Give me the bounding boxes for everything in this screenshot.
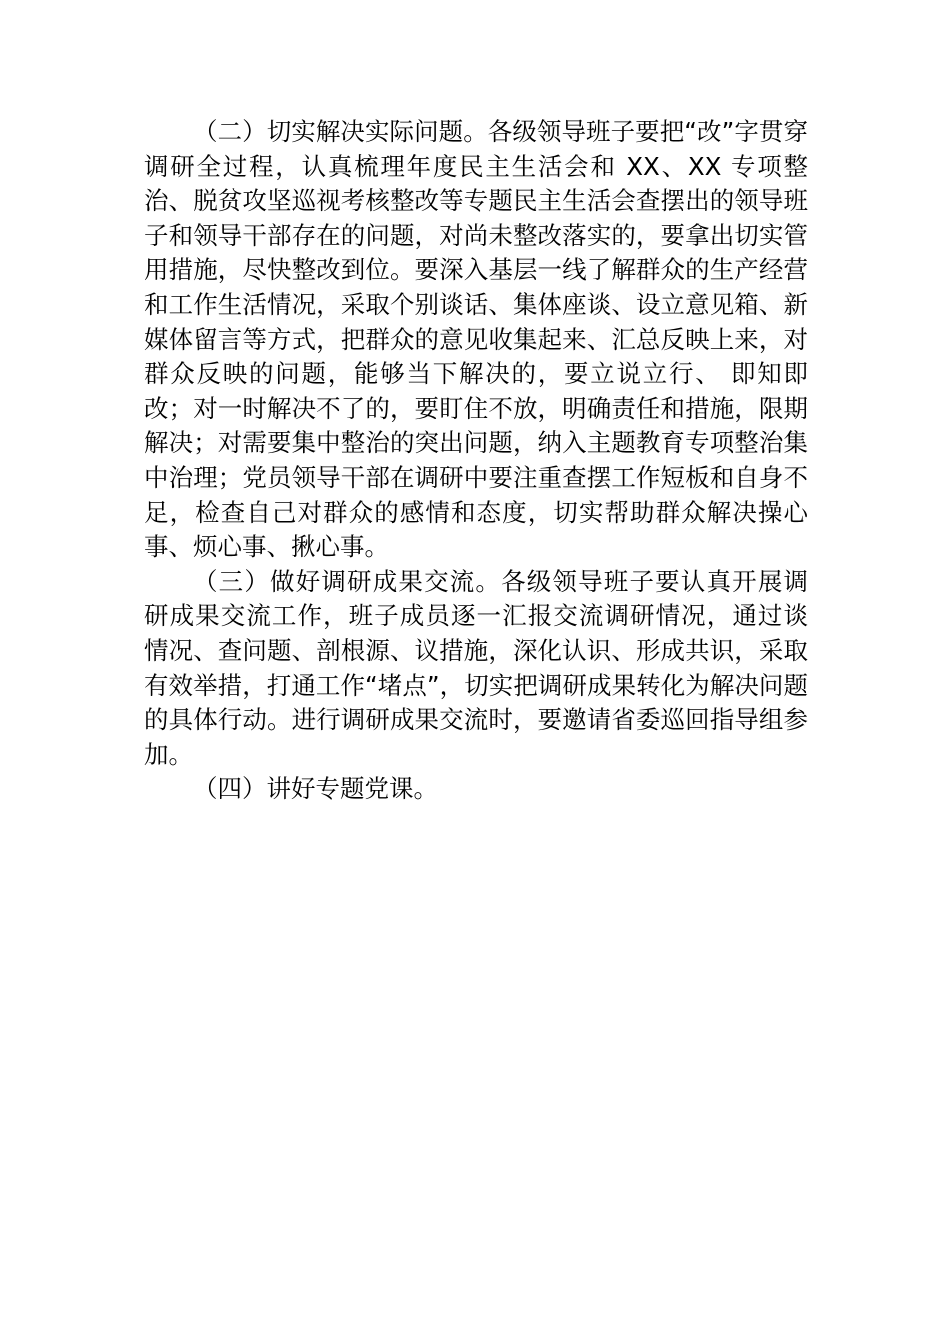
paragraph-research-exchange: （三）做好调研成果交流。各级领导班子要认真开展调 研成果交流工作，班子成员逐一汇报交流调研情况，通过谈 情况、查问题、剖根源、议措施，深化认识、形成共识，采取有效举措，打通工作“堵点”，切实把调研成果转化为解决问题的具体行动。进行调研成果交流时，要邀请省委巡回指导组参加。 bbox=[144, 566, 808, 769]
paragraph-solve-problems: （二）切实解决实际问题。各级领导班子要把“改”字贯穿调研全过程，认真梳理年度民主生活会和 XX、XX 专项整治、脱贫攻坚巡视考核整改等专题民主生活会查摆出的领导班子和领导干部存在的问题，对尚未整改落实的，要拿出切实管用措施，尽快整改到位。要深入基层一线了解群众的生产经营和工作生活情况，采取个别谈话、集体座谈、设立意见箱、新媒体留言等方式，把群众的意见收集起来、汇总反映上来，对群众反映的问题，能够当下解决的，要立说立行、 即知即改；对一时解决不了的，要盯住不放，明确责任和措施，限期解决；对需要集中整治的突出问题，纳入主题教育专项整治集中治理；党员领导干部在调研中要注重查摆工作短板和自身不足，检查自己对群众的感情和态度，切实帮助群众解决操心事、烦心事、揪心事。 bbox=[144, 117, 808, 562]
document-body bbox=[144, 115, 808, 807]
paragraph-party-lecture: （四）讲好专题党课。 bbox=[193, 774, 438, 804]
